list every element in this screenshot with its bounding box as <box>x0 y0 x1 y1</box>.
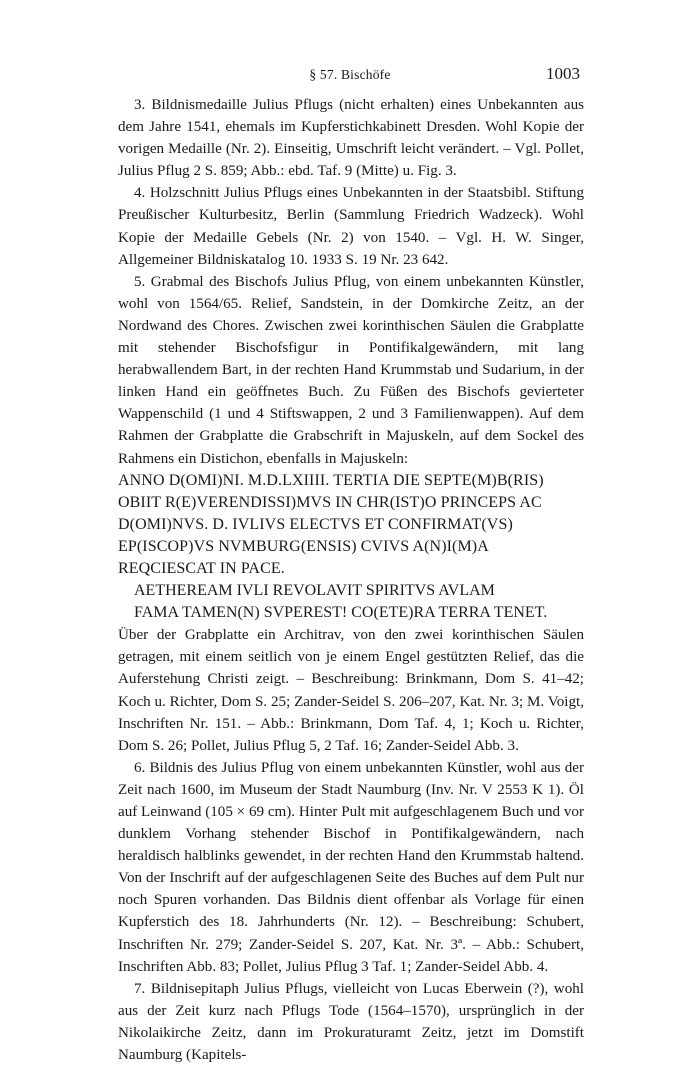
epitaph-inscription: ANNO D(OMI)NI. M.D.LXIIII. TERTIA DIE SEPTE(M)B(RIS) OBIIT R(E)VERENDISSI)MVS IN CHR(IST)O PRINCEPS AC D(OMI)NVS. D. IVLIVS ELECTVS ET CONFIRMAT(VS) EP(ISCOP)VS NVMBURG(ENSIS) CVIVS A(N)I(M)A REQCIESCAT IN PACE. <box>118 471 544 577</box>
page-header <box>0 64 700 88</box>
entry-5-continuation: Über der Grabplatte ein Architrav, von den zwei korinthischen Säulen getragen, mit einem seitlich von je einem Engel gestützten Relief, das die Auferstehung Christi zeigt. – Beschreibung: Brinkmann, Dom S. 41–42; Koch u. Richter, Dom S. 25; Zander-Seidel S. 206–207, Kat. Nr. 3; M. Voigt, Inschriften Nr. 151. – Abb.: Brinkmann, Dom Taf. 4, 1; Koch u. Richter, Dom S. 26; Pollet, Julius Pflug 5, 2 Taf. 16; Zander-Seidel Abb. 3. <box>118 627 584 754</box>
entry-6: 6. Bildnis des Julius Pflug von einem unbekannten Künstler, wohl aus der Zeit nach 1600, im Museum der Stadt Naumburg (Inv. Nr. V 2553 K 1). Öl auf Leinwand (105 × 69 cm). Hinter Pult mit aufgeschlagenem Buch und vor dunklem Vorhang stehender Bischof in Pontifikalgewändern, nach heraldisch halblinks gewendet, in der rechten Hand den Krummstab haltend. Von der Inschrift auf der aufgeschlagenen Seite des Buches auf dem Pult nur noch Spuren vorhanden. Das Bildnis dient offenbar als Vorlage für einen Kupferstich des 18. Jahrhunderts (Nr. 12). – Beschreibung: Schubert, Inschriften Nr. 279; Zander-Seidel S. 207, Kat. Nr. 3ª. – Abb.: Schubert, Inschriften Abb. 83; Pollet, Julius Pflug 3 Taf. 1; Zander-Seidel Abb. 4. <box>118 759 584 975</box>
distich-line-1: AETHEREAM IVLI REVOLAVIT SPIRITVS AVLAM <box>134 582 495 600</box>
entry-5: 5. Grabmal des Bischofs Julius Pflug, von einem unbekannten Künstler, wohl von 1564/65. Relief, Sandstein, in der Domkirche Zeitz, an der Nordwand des Chores. Zwischen zwei korinthischen Säulen die Grabplatte mit stehender Bischofsfigur in Pontifikalgewändern, mit lang herabwallendem Bart, in der rechten Hand Krummstab und Sudarium, in der linken Hand ein geöffnetes Buch. Zu Füßen des Bischofs gevierteter Wappenschild (1 und 4 Stiftswappen, 2 und 3 Familienwappen). Auf dem Rahmen der Grabplatte die Grabschrift in Majuskeln, auf dem Sockel des Rahmens ein Distichon, ebenfalls in Majuskeln: <box>118 273 584 467</box>
body-text <box>118 94 584 1066</box>
entry-3: 3. Bildnismedaille Julius Pflugs (nicht erhalten) eines Unbekannten aus dem Jahre 1541, ehemals im Kupferstichkabinett Dresden. Wohl Kopie der vorigen Medaille (Nr. 2). Einseitig, Umschrift leicht verändert. – Vgl. Pollet, Julius Pflug 2 S. 859; Abb.: ebd. Taf. 9 (Mitte) u. Fig. 3. <box>118 97 584 180</box>
distich-line-2: FAMA TAMEN(N) SVPEREST! CO(ETE)RA TERRA TENET. <box>134 604 548 622</box>
page-number: 1003 <box>546 64 580 83</box>
running-head: § 57. Bischöfe <box>309 67 391 82</box>
entry-7: 7. Bildnisepitaph Julius Pflugs, vielleicht von Lucas Eberwein (?), wohl aus der Zeit kurz nach Pflugs Tode (1564–1570), ursprünglich in der Nikolaikirche Zeitz, dann im Prokuraturamt Zeitz, jetzt im Domstift Naumburg (Kapitels- <box>118 980 584 1064</box>
entry-4: 4. Holzschnitt Julius Pflugs eines Unbekannten in der Staatsbibl. Stiftung Preußischer Kulturbesitz, Berlin (Sammlung Friedrich Wadzeck). Wohl Kopie der Medaille Gebels (Nr. 2) von 1540. – Vgl. H. W. Singer, Allgemeiner Bildniskatalog 10. 1933 S. 19 Nr. 23 642. <box>118 185 584 268</box>
